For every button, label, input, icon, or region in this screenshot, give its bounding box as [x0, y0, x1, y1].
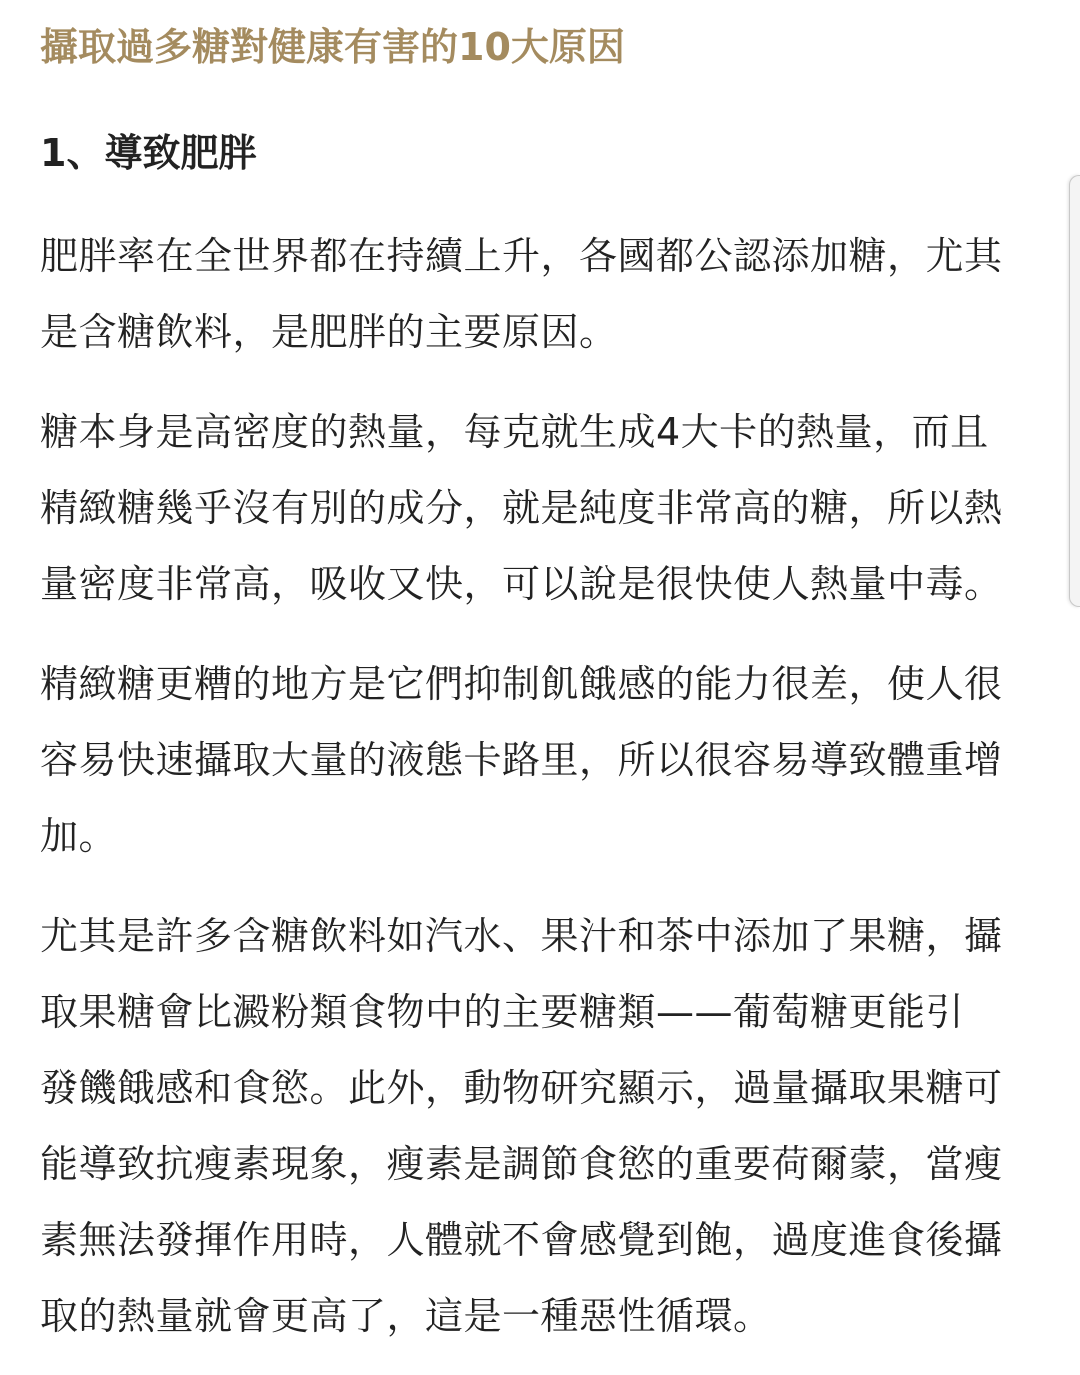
- paragraph-line: 肥胖率在全世界都在持續上升，各國都公認添加糖，尤其: [40, 234, 1003, 278]
- paragraph-line: 精緻糖幾乎沒有別的成分，就是純度非常高的糖，所以熱: [40, 486, 1003, 530]
- paragraph-line: 容易快速攝取大量的液態卡路里，所以很容易導致體重增: [40, 738, 1003, 782]
- paragraph-line: 加。: [40, 814, 118, 858]
- paragraph-line: 量密度非常高，吸收又快，可以說是很快使人熱量中毒。: [40, 562, 1003, 606]
- section-heading: 1、導致肥胖: [40, 131, 257, 175]
- paragraph-line: 精緻糖更糟的地方是它們抑制飢餓感的能力很差，使人很: [40, 662, 1003, 706]
- paragraph-line: 糖本身是高密度的熱量，每克就生成4大卡的熱量，而且: [40, 410, 989, 454]
- paragraph: [40, 646, 1040, 874]
- paragraph: [40, 898, 1040, 1354]
- article: [40, 0, 1040, 1354]
- paragraph: [40, 218, 1040, 370]
- paragraph-line: 素無法發揮作用時，人體就不會感覺到飽，過度進食後攝: [40, 1218, 1003, 1262]
- scrollbar-handle[interactable]: [1069, 175, 1080, 607]
- article-title: 攝取過多糖對健康有害的10大原因: [40, 25, 625, 69]
- paragraph-line: 尤其是許多含糖飲料如汽水、果汁和茶中添加了果糖，攝: [40, 914, 1003, 958]
- paragraph-line: 發饑餓感和食慾。此外，動物研究顯示，過量攝取果糖可: [40, 1066, 1003, 1110]
- paragraph-line: 取的熱量就會更高了，這是一種惡性循環。: [40, 1294, 772, 1338]
- paragraph-line: 是含糖飲料，是肥胖的主要原因。: [40, 310, 618, 354]
- paragraph-line: 能導致抗瘦素現象，瘦素是調節食慾的重要荷爾蒙，當瘦: [40, 1142, 1003, 1186]
- paragraph: [40, 394, 1040, 622]
- paragraph-line: 取果糖會比澱粉類食物中的主要糖類——葡萄糖更能引: [40, 990, 965, 1034]
